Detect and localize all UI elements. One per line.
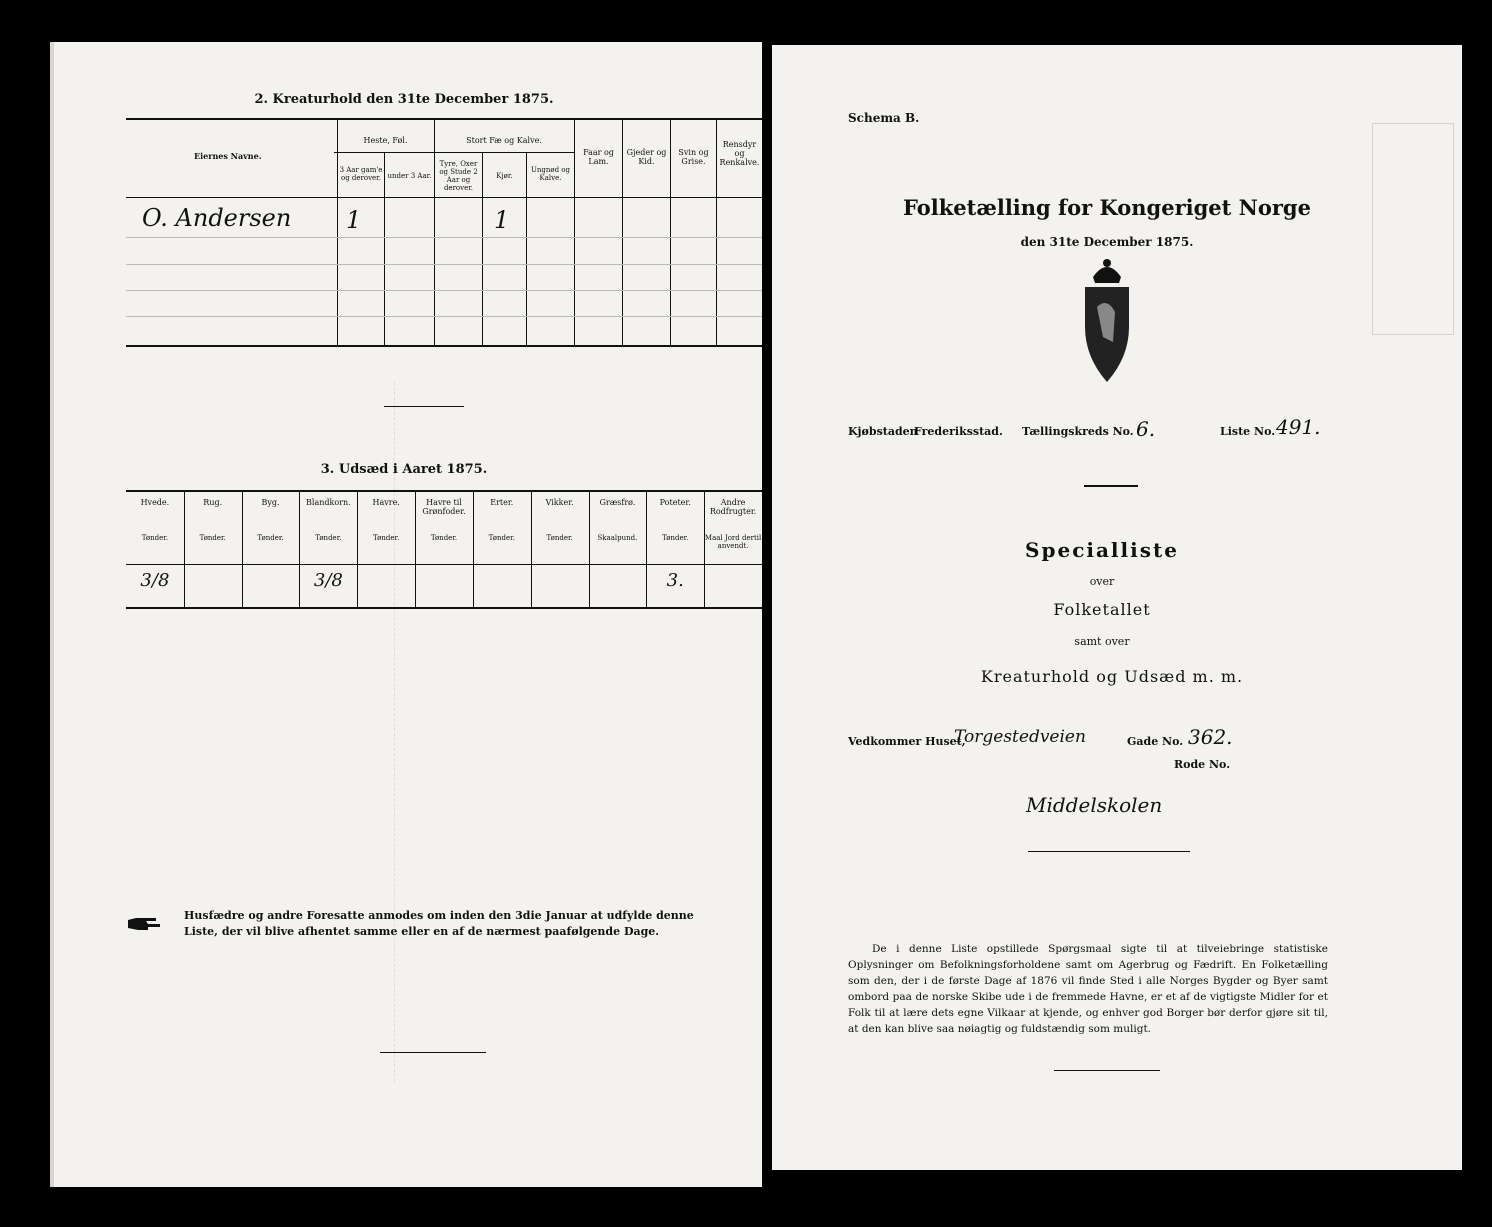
col-faar: Faar og Lam. [583,148,614,166]
right-page [772,45,1462,1170]
over-label: over [1089,575,1115,588]
building-name-value: Middelskolen [1026,793,1163,817]
street-value: Torgestedveien [954,727,1086,747]
col-tyre: Tyre, Oxer og Stude 2 Aar og derover. [439,160,478,192]
kreds-label: Tællingskreds No. [1022,425,1134,438]
instruction-note: Husfædre og andre Foresatte anmodes om inden den 3die Januar at udfylde denne Liste, der vil blive afhentet samme eller en af de nærmest paafølgende Dage. [184,909,694,938]
gade-value: 362. [1188,725,1233,749]
col-rensdyr: Rensdyr og Renkalve. [719,140,760,167]
pointing-hand-icon [126,912,176,938]
liste-label: Liste No. [1220,425,1276,438]
col-3aar: 3 Aar gam'e og derover. [339,166,383,182]
section3-title: 3. Udsæd i Aaret 1875. [320,462,488,477]
seed-col-header: Erter. [490,498,514,507]
kjor-count-value: 1 [494,206,510,234]
seed-col-header: Vikker. [545,498,574,507]
seed-col-divider [589,490,590,607]
seed-col-unit: Tønder. [373,534,400,542]
separator [384,406,464,407]
bottom-separator [1054,1070,1160,1071]
kreaturhold-heading: Kreaturhold og Udsæd m. m. [980,667,1244,686]
section2-title: 2. Kreaturhold den 31te December 1875. [254,92,554,107]
seed-value: 3/8 [140,570,170,591]
bleed-through [394,382,735,1082]
schema-label: Schema B. [848,111,920,125]
norway-coat-of-arms-icon [1077,257,1137,391]
seed-col-header: Græsfrø. [599,498,636,507]
col-svin: Svin og Grise. [678,148,709,166]
seed-col-header: Andre Rodfrugter. [709,498,757,516]
samt-over-label: samt over [1074,635,1130,648]
seed-col-divider [357,490,358,607]
seed-col-header: Havre til Grønfoder. [422,498,466,516]
stort-group-header: Stort Fæ og Kalve. [466,136,542,145]
seed-col-unit: Tønder. [662,534,689,542]
seed-col-unit: Tønder. [546,534,573,542]
kjobstaden-label: Kjøbstaden [848,425,918,438]
heste-count-value: 1 [346,206,362,234]
seed-col-divider [473,490,474,607]
col-kjor: Kjør. [496,172,513,180]
main-title: Folketælling for Kongeriget Norge [903,195,1311,220]
seed-col-header: Poteter. [659,498,691,507]
seed-col-header: Byg. [261,498,280,507]
main-subtitle: den 31te December 1875. [1020,235,1194,249]
owner-header: Eiernes Navne. [194,151,262,161]
bottom-separator [380,1052,486,1053]
seed-col-unit: Maal Jord dertil anvendt. [704,534,762,550]
gade-label: Gade No. [1127,735,1184,748]
kjobstaden-value: Frederiksstad. [914,425,1003,438]
col-ungnod: Ungnød og Kalve. [530,166,570,182]
separator [1028,851,1190,852]
folketallet-heading: Folketallet [1053,600,1151,619]
seed-col-unit: Tønder. [315,534,342,542]
seed-col-unit: Skaalpund. [597,534,638,542]
seed-col-unit: Tønder. [257,534,284,542]
seed-value: 3/8 [313,570,343,591]
separator [1084,485,1138,487]
seed-col-divider [531,490,532,607]
owner-name-value: O. Andersen [142,204,292,232]
seed-col-divider [184,490,185,607]
seed-col-unit: Tønder. [430,534,458,542]
bleed-through [1372,123,1454,335]
heste-group-header: Heste, Føl. [363,136,408,145]
seed-col-header: Havre. [372,498,400,507]
kreds-value: 6. [1136,417,1156,441]
seed-col-unit: Tønder. [488,534,515,542]
left-page [50,42,762,1187]
seed-value: 3. [666,570,684,591]
vedkommer-label: Vedkommer Huset, [848,735,966,748]
seed-col-header: Rug. [203,498,223,507]
col-gjeder: Gjeder og Kid. [626,148,667,166]
seed-col-header: Hvede. [140,498,170,507]
seed-col-divider [242,490,243,607]
specialliste-heading: Specialliste [1025,538,1179,562]
seed-col-unit: Tønder. [199,534,226,542]
seed-col-unit: Tønder. [141,534,169,542]
liste-value: 491. [1276,415,1321,439]
rode-label: Rode No. [1174,758,1231,771]
explanatory-paragraph: De i denne Liste opstillede Spørgsmaal sigte til at tilveiebringe statistiske Oplysninger om Befolkningsforholdene samt om Agerbrug og Fædrift. En Folketælling som den, der i de første Dage af 1876 vil finde Sted i alle Norges Bygder og Byer samt ombord paa de norske Skibe ude i de fremmede Havne, er et af de vigtigste Midler for et Folk til at lære dets egne Vilkaar at kjende, og enhver god Borger bør derfor gjøre sit til, at den kan blive saa nøiagtig og fuldstændig som muligt. [848,943,1328,1035]
col-under3: under 3 Aar. [387,172,432,180]
seed-col-header: Blandkorn. [306,498,351,507]
